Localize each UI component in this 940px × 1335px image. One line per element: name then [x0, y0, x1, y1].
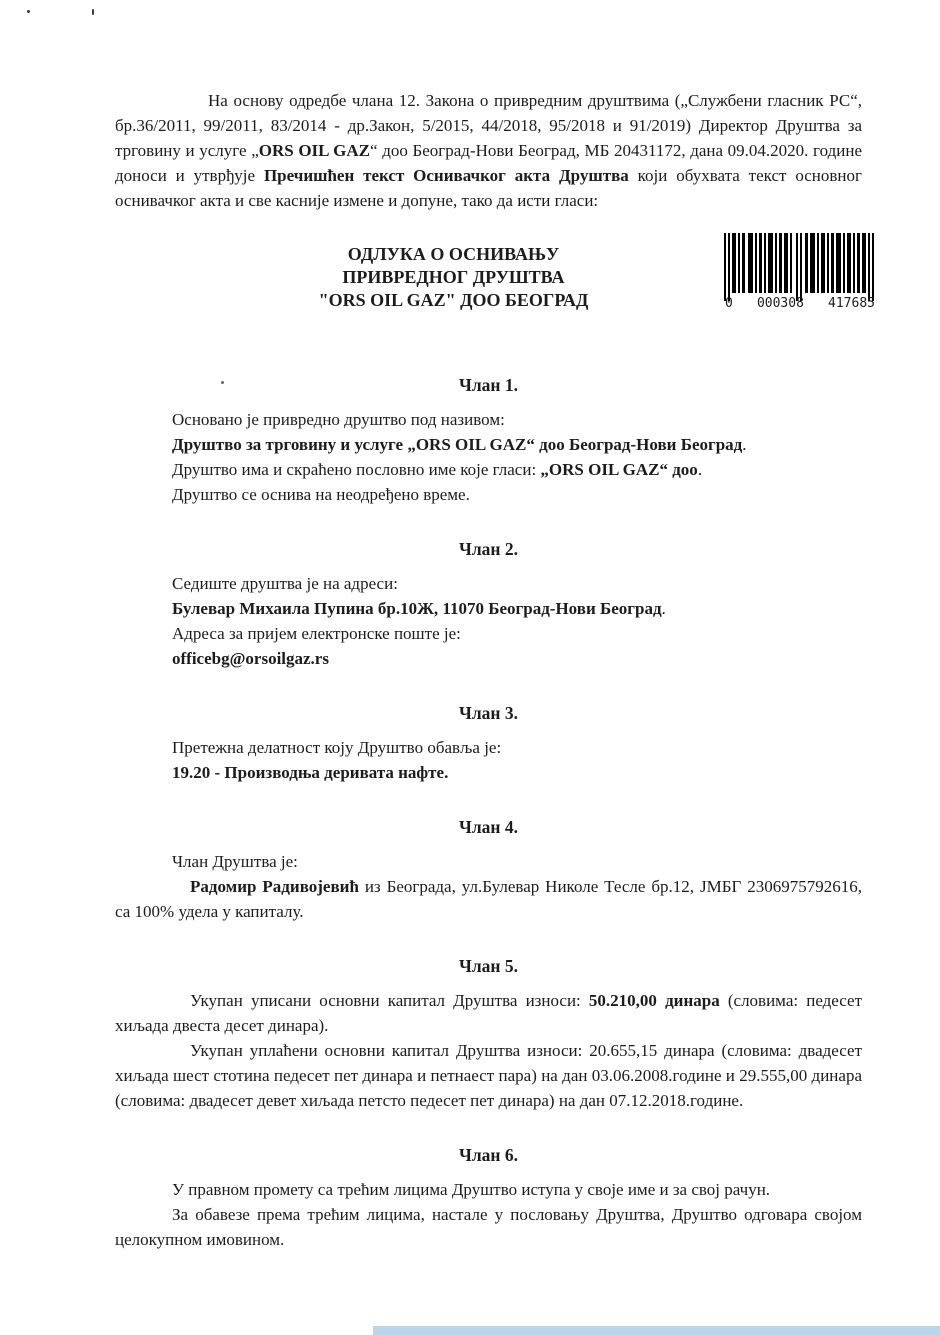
text-run: . — [697, 460, 703, 479]
activity-code: 19.20 - Производња деривата нафте. — [172, 763, 449, 782]
paragraph — [115, 596, 862, 621]
paragraph — [115, 646, 862, 671]
article-4 — [115, 815, 862, 924]
paragraph — [115, 735, 862, 760]
paragraph — [115, 988, 862, 1038]
paragraph — [115, 407, 862, 432]
title-line-3: "ORS OIL GAZ" ДОО БЕОГРАД — [318, 290, 589, 310]
article-5-heading: Члан 5. — [459, 956, 518, 976]
text-run: Друштво се оснива на неодређено време. — [172, 485, 470, 504]
article-5 — [115, 954, 862, 1113]
paragraph — [115, 1177, 862, 1202]
title-line-1: ОДЛУКА О ОСНИВАЊУ — [347, 244, 560, 264]
text-run: (словима: педесет хиљада двеста десет динара). — [115, 991, 862, 1035]
text-run: . — [742, 435, 747, 454]
barcode-digit-group: 000308 — [756, 296, 804, 311]
paragraph — [115, 874, 862, 924]
text-run: “ доо Београд-Нови Београд, МБ 20431172, дана 09.04.2020. године доноси и утврђује — [115, 141, 862, 185]
barcode-number — [724, 297, 876, 311]
paragraph — [115, 482, 862, 507]
text-run: из Београда, ул.Булевар Николе Тесле бр.12, ЈМБГ 2306975792616, са 100% удела у капиталу. — [115, 877, 862, 921]
barcode-digit-group: 0 — [725, 296, 733, 311]
article-1-heading: Члан 1. — [459, 375, 518, 395]
title-line-2: ПРИВРЕДНОГ ДРУШТВА — [342, 267, 565, 287]
scan-artifact-mark — [92, 9, 94, 15]
member-name: Радомир Радивојевић — [190, 877, 359, 896]
horizontal-scrollbar[interactable] — [373, 1326, 940, 1335]
scan-artifact-dot — [221, 381, 224, 384]
article-1 — [115, 373, 862, 507]
title-row — [115, 239, 875, 343]
article-4-heading: Члан 4. — [459, 817, 518, 837]
paragraph — [115, 760, 862, 785]
intro-paragraph — [115, 88, 862, 213]
barcode — [724, 233, 876, 311]
paragraph — [115, 849, 862, 874]
company-full-name: Друштво за трговину и услуге „ORS OIL GAZ“ доо Београд-Нови Београд — [172, 435, 743, 454]
text-run: који обухвата текст основног оснивачког акта и све касније измене и допуне, тако да исти гласи: — [115, 166, 862, 210]
paragraph — [115, 571, 862, 596]
article-6-heading: Члан 6. — [459, 1145, 518, 1165]
text-run: Основано је привредно друштво под називом: — [172, 410, 505, 429]
text-run: Укупан уписани основни капитал Друштва износи: — [190, 991, 589, 1010]
paragraph — [115, 1038, 862, 1113]
text-run: За обавезе према трећим лицима, настале у пословању Друштва, Друштво одговара својом целокупном имовином. — [115, 1205, 862, 1249]
text-run-bold: Пречишћен текст Оснивачког акта Друштва — [263, 166, 629, 185]
paragraph — [115, 457, 862, 482]
text-run: . — [661, 599, 666, 618]
company-email: officebg@orsoilgaz.rs — [172, 649, 329, 668]
text-run: Претежна делатност коју Друштво обавља је: — [172, 738, 502, 757]
text-run: Друштво има и скраћено пословно име које гласи: — [172, 460, 541, 479]
company-address: Булевар Михаила Пупина бр.10Ж, 11070 Београд-Нови Београд — [172, 599, 662, 618]
company-short-name: „ORS OIL GAZ“ доо — [540, 460, 698, 479]
barcode-digit-group: 417685 — [828, 296, 875, 311]
paragraph — [115, 432, 862, 457]
text-run: Укупан уплаћени основни капитал Друштва износи: 20.655,15 динара (словима: двадесет хиљада шест стотина педесет пет динара и петнаест пара) на дан 03.06.2008.године и 29.555,00 динара (словима: двадесет девет хиљада петсто педесет пет динара) на дан 07.12.2018.године. — [115, 1041, 862, 1110]
paragraph — [115, 1202, 862, 1252]
article-2 — [115, 537, 862, 671]
article-3-heading: Члан 3. — [459, 703, 518, 723]
paragraph — [115, 621, 862, 646]
text-run: Члан Друштва је: — [172, 852, 298, 871]
text-run: У правном промету са трећим лицима Друштво иступа у своје име и за свој рачун. — [172, 1180, 771, 1199]
company-name-bold: ORS OIL GAZ — [258, 141, 371, 160]
article-2-heading: Члан 2. — [459, 539, 518, 559]
capital-amount: 50.210,00 динара — [588, 991, 720, 1010]
text-run: Адреса за пријем електронске поште је: — [172, 624, 461, 643]
text-run: На основу одредбе члана 12. Закона о привредним друштвима („Службени гласник РС“, бр.36/2011, 99/2011, 83/2014 - др.Закон, 5/2015, 44/2018, 95/2018 и 91/2019) Директор Друштва за трговину и услуге „ — [115, 91, 862, 160]
scan-artifact-dot — [27, 10, 30, 13]
article-6 — [115, 1143, 862, 1252]
article-3 — [115, 701, 862, 785]
text-run: Седиште друштва је на адреси: — [172, 574, 398, 593]
